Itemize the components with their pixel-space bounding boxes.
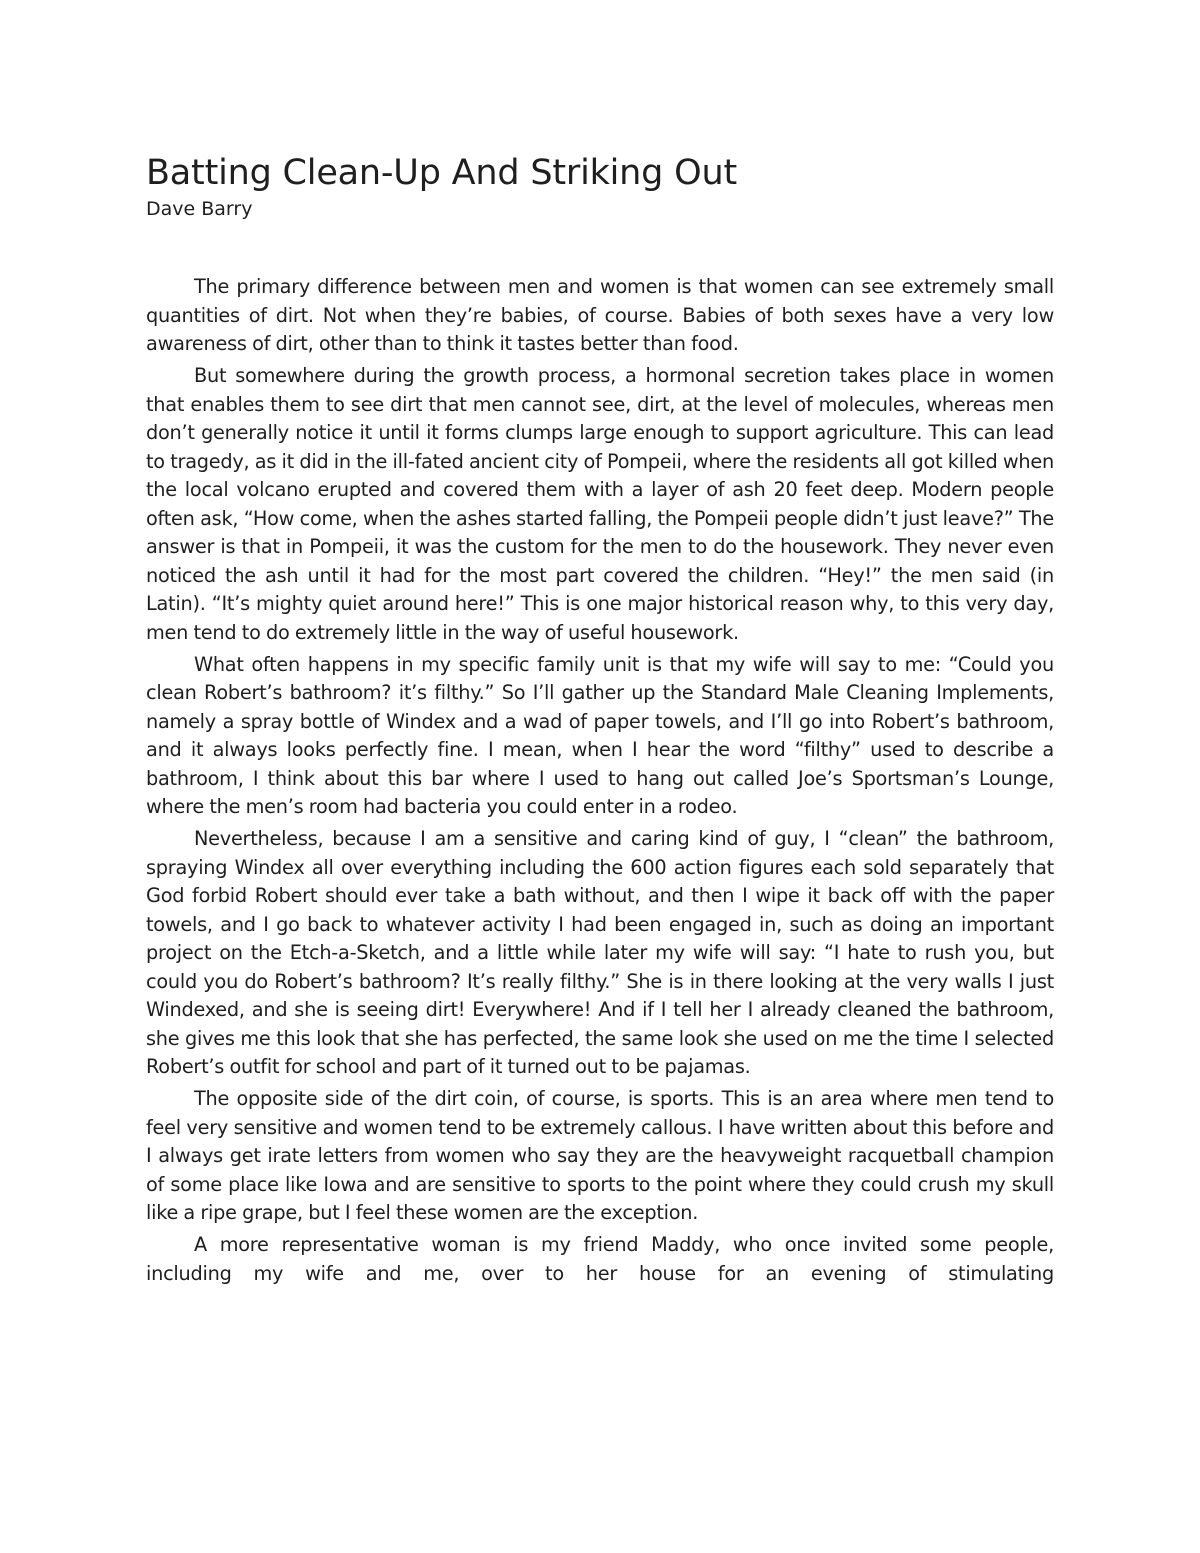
document-body <box>146 273 1054 1288</box>
paragraph: A more representative woman is my friend Maddy, who once invited some people, including my wife and me, over to her house for an evening of stimulating <box>146 1233 1054 1285</box>
document-content <box>146 152 1054 1288</box>
document-title: Batting Clean-Up And Striking Out <box>146 153 737 193</box>
paragraph: What often happens in my specific family unit is that my wife will say to me: “Could you clean Robert’s bathroom? it’s filthy.” So I’ll gather up the Standard Male Cleaning Implements, namely a spray bottle of Windex and a wad of paper towels, and I’ll go into Robert’s bathroom, and it always looks perfectly fine. I mean, when I hear the word “filthy” used to describe a bathroom, I think about this bar where I used to hang out called Joe’s Sportsman’s Lounge, where the men’s room had bacteria you could enter in a rodeo. <box>146 652 1054 818</box>
paragraph: The primary difference between men and women is that women can see extremely small quantities of dirt. Not when they’re babies, of course. Babies of both sexes have a very low awareness of dirt, other than to think it tastes better than food. <box>146 275 1054 355</box>
paragraph: Nevertheless, because I am a sensitive and caring kind of guy, I “clean” the bathroom, spraying Windex all over everything including the 600 action figures each sold separately that God forbid Robert should ever take a bath without, and then I wipe it back off with the paper towels, and I go back to whatever activity I had been engaged in, such as doing an important project on the Etch-a-Sketch, and a little while later my wife will say: “I hate to rush you, but could you do Robert’s bathroom? It’s really filthy.” She is in there looking at the very walls I just Windexed, and she is seeing dirt! Everywhere! And if I tell her I already cleaned the bathroom, she gives me this look that she has perfected, the same look she used on me the time I selected Robert’s outfit for school and part of it turned out to be pajamas. <box>146 827 1054 1078</box>
paragraph: The opposite side of the dirt coin, of course, is sports. This is an area where men tend to feel very sensitive and women tend to be extremely callous. I have written about this before and I always get irate letters from women who say they are the heavyweight racquetball champion of some place like Iowa and are sensitive to sports to the point where they could crush my skull like a ripe grape, but I feel these women are the exception. <box>146 1087 1054 1224</box>
paragraph: But somewhere during the growth process, a hormonal secretion takes place in women that enables them to see dirt that men cannot see, dirt, at the level of molecules, whereas men don’t generally notice it until it forms clumps large enough to support agriculture. This can lead to tragedy, as it did in the ill-fated ancient city of Pompeii, where the residents all got killed when the local volcano erupted and covered them with a layer of ash 20 feet deep. Modern people often ask, “How come, when the ashes started falling, the Pompeii people didn’t just leave?” The answer is that in Pompeii, it was the custom for the men to do the housework. They never even noticed the ash until it had for the most part covered the children. “Hey!” the men said (in Latin). “It’s mighty quiet around here!” This is one major historical reason why, to this very day, men tend to do extremely little in the way of useful housework. <box>146 364 1054 644</box>
document-author: Dave Barry <box>146 198 253 220</box>
